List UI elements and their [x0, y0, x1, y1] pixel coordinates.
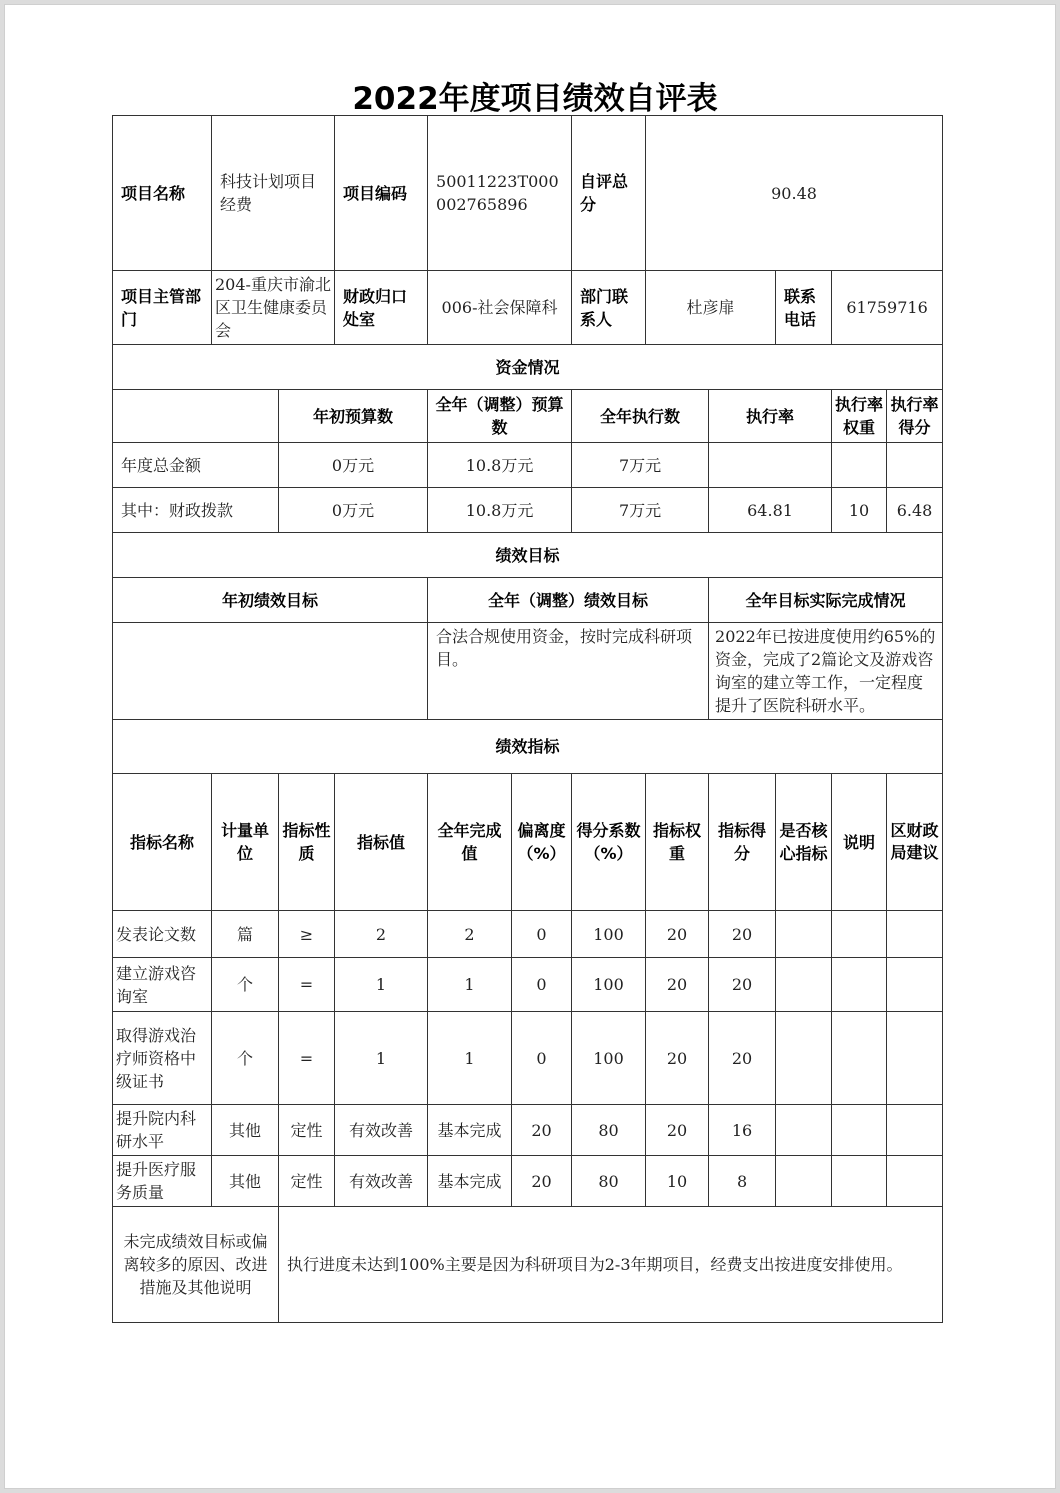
table-row: [113, 1105, 943, 1156]
ind-header-name: 指标名称: [113, 774, 212, 911]
goals-adjusted-label: 全年（调整）绩效目标: [428, 578, 709, 623]
ind-deviation: 0: [512, 1012, 572, 1105]
ind-score: 16: [709, 1105, 776, 1156]
funds-row-total: [113, 443, 943, 488]
goals-initial-value: [113, 623, 428, 720]
ind-unit: 个: [212, 958, 279, 1012]
ind-actual: 2: [428, 911, 512, 958]
contact-value: 杜彦扉: [646, 271, 776, 345]
remarks-label: 未完成绩效目标或偏离较多的原因、改进措施及其他说明: [113, 1207, 279, 1323]
ind-name: 提升医疗服务质量: [113, 1156, 212, 1207]
funds-rate: [709, 443, 832, 488]
funds-header-weight: 执行率权重: [832, 390, 887, 443]
ind-deviation: 20: [512, 1156, 572, 1207]
ind-header-target: 指标值: [335, 774, 428, 911]
evaluation-table: [112, 115, 943, 1323]
finance-office-value: 006-社会保障科: [428, 271, 572, 345]
ind-unit: 其他: [212, 1105, 279, 1156]
funds-rate: 64.81: [709, 488, 832, 533]
ind-deviation: 0: [512, 911, 572, 958]
ind-deviation: 20: [512, 1105, 572, 1156]
ind-header-score: 指标得分: [709, 774, 776, 911]
goals-initial-label: 年初绩效目标: [113, 578, 428, 623]
ind-header-note: 说明: [832, 774, 887, 911]
funds-score: [887, 443, 943, 488]
dept-value: 204-重庆市渝北区卫生健康委员会: [212, 271, 335, 345]
ind-header-unit: 计量单位: [212, 774, 279, 911]
funds-executed: 7万元: [572, 443, 709, 488]
table-row: [113, 1156, 943, 1207]
ind-unit: 篇: [212, 911, 279, 958]
ind-weight: 20: [646, 1012, 709, 1105]
ind-header-weight: 指标权重: [646, 774, 709, 911]
funds-adjusted: 10.8万元: [428, 488, 572, 533]
ind-suggestion: [887, 1012, 943, 1105]
phone-label: 联系电话: [776, 271, 832, 345]
ind-coef: 100: [572, 1012, 646, 1105]
ind-actual: 1: [428, 1012, 512, 1105]
ind-note: [832, 958, 887, 1012]
table-row: [113, 911, 943, 958]
goals-section-header: 绩效目标: [113, 533, 943, 578]
ind-header-core: 是否核心指标: [776, 774, 832, 911]
score-label: 自评总分: [572, 116, 646, 271]
funds-header-score: 执行率得分: [887, 390, 943, 443]
funds-weight: [832, 443, 887, 488]
funds-row-fiscal: [113, 488, 943, 533]
funds-header-initial: 年初预算数: [279, 390, 428, 443]
table-row: [113, 958, 943, 1012]
project-code-label: 项目编码: [335, 116, 428, 271]
ind-header-coef: 得分系数（%）: [572, 774, 646, 911]
ind-target: 2: [335, 911, 428, 958]
ind-nature: =: [279, 958, 335, 1012]
ind-actual: 1: [428, 958, 512, 1012]
funds-initial: 0万元: [279, 488, 428, 533]
ind-coef: 80: [572, 1105, 646, 1156]
funds-row-label: 年度总金额: [113, 443, 279, 488]
ind-name: 提升院内科研水平: [113, 1105, 212, 1156]
ind-note: [832, 1105, 887, 1156]
ind-nature: 定性: [279, 1156, 335, 1207]
ind-weight: 20: [646, 1105, 709, 1156]
ind-target: 有效改善: [335, 1105, 428, 1156]
ind-name: 发表论文数: [113, 911, 212, 958]
ind-score: 20: [709, 1012, 776, 1105]
funds-section-header: 资金情况: [113, 345, 943, 390]
finance-office-label: 财政归口处室: [335, 271, 428, 345]
funds-header-executed: 全年执行数: [572, 390, 709, 443]
ind-deviation: 0: [512, 958, 572, 1012]
ind-coef: 100: [572, 911, 646, 958]
ind-core: [776, 1105, 832, 1156]
ind-header-actual: 全年完成值: [428, 774, 512, 911]
remarks-text: 执行进度未达到100%主要是因为科研项目为2-3年期项目，经费支出按进度安排使用。: [279, 1207, 943, 1323]
page-title: 2022年度项目绩效自评表: [352, 81, 718, 117]
goals-actual-label: 全年目标实际完成情况: [709, 578, 943, 623]
ind-score: 20: [709, 911, 776, 958]
phone-value: 61759716: [832, 271, 943, 345]
ind-header-deviation: 偏离度（%）: [512, 774, 572, 911]
ind-suggestion: [887, 1105, 943, 1156]
ind-core: [776, 1012, 832, 1105]
ind-suggestion: [887, 911, 943, 958]
ind-score: 20: [709, 958, 776, 1012]
ind-target: 1: [335, 958, 428, 1012]
ind-suggestion: [887, 1156, 943, 1207]
ind-note: [832, 1156, 887, 1207]
ind-actual: 基本完成: [428, 1105, 512, 1156]
funds-initial: 0万元: [279, 443, 428, 488]
ind-score: 8: [709, 1156, 776, 1207]
project-name-label: 项目名称: [113, 116, 212, 271]
funds-row-label: 其中：财政拨款: [113, 488, 279, 533]
ind-header-suggestion: 区财政局建议: [887, 774, 943, 911]
ind-weight: 10: [646, 1156, 709, 1207]
ind-core: [776, 958, 832, 1012]
ind-core: [776, 1156, 832, 1207]
ind-coef: 100: [572, 958, 646, 1012]
ind-weight: 20: [646, 958, 709, 1012]
funds-header-blank: [113, 390, 279, 443]
ind-target: 1: [335, 1012, 428, 1105]
ind-nature: =: [279, 1012, 335, 1105]
funds-executed: 7万元: [572, 488, 709, 533]
ind-note: [832, 1012, 887, 1105]
ind-header-nature: 指标性质: [279, 774, 335, 911]
ind-actual: 基本完成: [428, 1156, 512, 1207]
ind-core: [776, 911, 832, 958]
ind-nature: 定性: [279, 1105, 335, 1156]
ind-note: [832, 911, 887, 958]
ind-target: 有效改善: [335, 1156, 428, 1207]
funds-header-rate: 执行率: [709, 390, 832, 443]
ind-name: 建立游戏咨询室: [113, 958, 212, 1012]
funds-score: 6.48: [887, 488, 943, 533]
ind-nature: ≥: [279, 911, 335, 958]
ind-name: 取得游戏治疗师资格中级证书: [113, 1012, 212, 1105]
score-value: 90.48: [646, 116, 943, 271]
project-code-value: 50011223T000002765896: [428, 116, 572, 271]
indicators-section-header: 绩效指标: [113, 720, 943, 774]
ind-suggestion: [887, 958, 943, 1012]
ind-unit: 个: [212, 1012, 279, 1105]
ind-weight: 20: [646, 911, 709, 958]
funds-adjusted: 10.8万元: [428, 443, 572, 488]
project-name-value: 科技计划项目经费: [212, 116, 335, 271]
contact-label: 部门联系人: [572, 271, 646, 345]
goals-adjusted-value: 合法合规使用资金，按时完成科研项目。: [428, 623, 709, 720]
ind-unit: 其他: [212, 1156, 279, 1207]
table-row: [113, 1012, 943, 1105]
goals-actual-value: 2022年已按进度使用约65%的资金，完成了2篇论文及游戏咨询室的建立等工作，一定程度提升了医院科研水平。: [709, 623, 943, 720]
ind-coef: 80: [572, 1156, 646, 1207]
dept-label: 项目主管部门: [113, 271, 212, 345]
funds-weight: 10: [832, 488, 887, 533]
funds-header-adjusted: 全年（调整）预算数: [428, 390, 572, 443]
